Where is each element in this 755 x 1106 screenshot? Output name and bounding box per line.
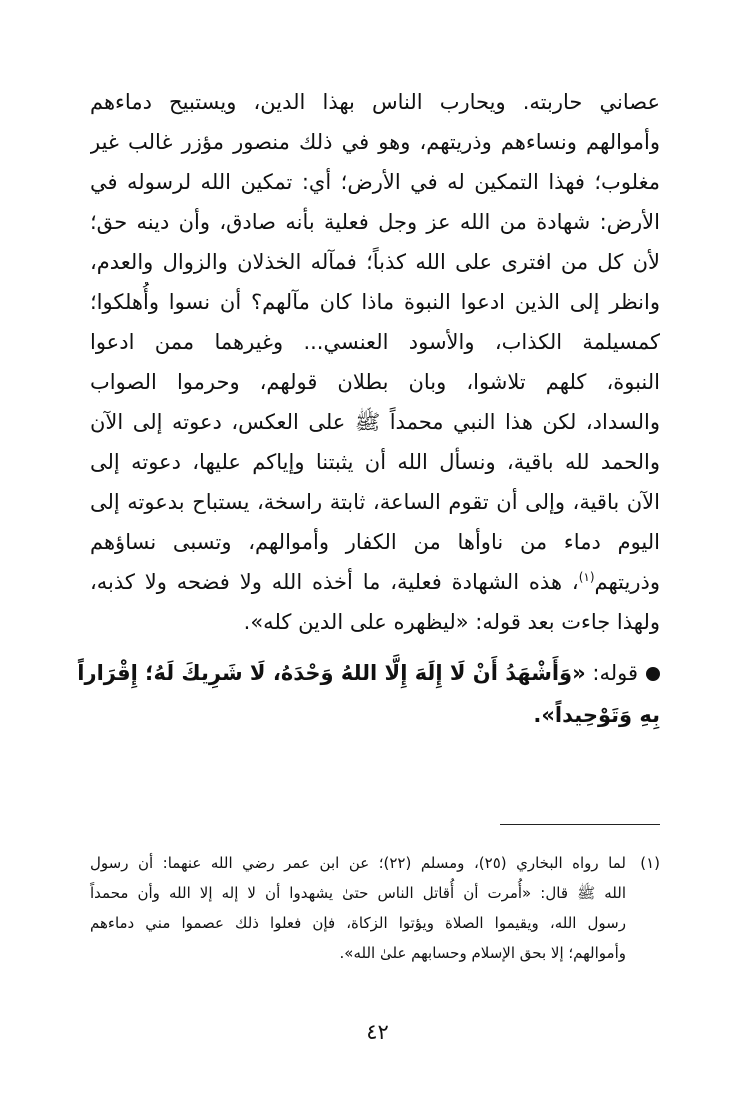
footnote-marker: (١) [640, 854, 660, 872]
text-line: وأموالهم ونساءهم وذريتهم، وهو في ذلك منصور مؤزر غالب غير [90, 130, 660, 154]
main-text [90, 82, 660, 642]
footnote-text: لما رواه البخاري (٢٥)، ومسلم (٢٢)؛ عن ابن عمر رضي الله عنهما: أن رسول [90, 854, 626, 872]
line-13-end: ، هذه الشهادة فعلية، ما أخذه الله ولا فضحه ولا كذبه، [90, 570, 579, 594]
footnote-line-4: وأموالهم؛ إلا بحق الإسلام وحسابهم علىٰ الله». [339, 944, 626, 962]
text-line: ولهذا جاءت بعد قوله: «ليظهره على الدين كله». [243, 610, 660, 634]
text-line: الآن باقية، وإلى أن تقوم الساعة، ثابتة راسخة، يستباح بدعوته إلى [90, 490, 660, 514]
footnote-line-1 [90, 848, 660, 878]
text-line: اليوم دماء من ناوأها من الكفار وأموالهم، وتسبى نساؤهم [90, 530, 660, 554]
text-line: لأن كل من افترى على الله كذباً؛ فمآله الخذلان والزوال والعدم، [90, 250, 660, 274]
text-line-with-footnote-ref [90, 562, 660, 602]
footnotes [90, 848, 660, 968]
quote-prefix: قوله: [592, 661, 638, 685]
text-line: وانظر إلى الذين ادعوا النبوة ماذا كان مآلهم؟ أن نسوا وأُهلكوا؛ [90, 290, 660, 314]
text-line: النبوة، كلهم تلاشوا، وبان بطلان قولهم، وحرموا الصواب [90, 370, 660, 394]
text-line: كمسيلمة الكذاب، والأسود العنسي... وغيرهما ممن ادعوا [90, 330, 660, 354]
footnote-line-2: الله ﷺ قال: «أُمرت أن أُقاتل الناس حتىٰ يشهدوا أن لا إله إلا الله وأن محمداً [90, 884, 626, 902]
footnote-divider [500, 824, 660, 825]
line-13-start: وذريتهم [594, 570, 660, 594]
quote-text: «وَأَشْهَدُ أَنْ لَا إِلَهَ إِلَّا اللهُ وَحْدَهُ، لَا شَرِيكَ لَهُ؛ إِقْرَاراً [77, 661, 586, 685]
quote-line-2: بِهِ وَتَوْحِيداً». [533, 703, 660, 727]
page-number: ٤٢ [366, 1020, 389, 1044]
quote-line-1 [77, 652, 660, 694]
quoted-passage [77, 652, 660, 736]
text-line: عصاني حاربته. ويحارب الناس بهذا الدين، ويستبيح دماءهم [90, 90, 660, 114]
text-line: والسداد، لكن هذا النبي محمداً ﷺ على العكس، دعوته إلى الآن [90, 410, 660, 434]
footnote-line-3: رسول الله، ويقيموا الصلاة ويؤتوا الزكاة، فإن فعلوا ذلك عصموا مني دماءهم [90, 914, 626, 932]
text-line: والحمد لله باقية، ونسأل الله أن يثبتنا وإياكم عليها، دعوته إلى [90, 450, 660, 474]
bullet-icon [646, 667, 660, 681]
text-line: مغلوب؛ فهذا التمكين له في الأرض؛ أي: تمكين الله لرسوله في [90, 170, 660, 194]
text-line: الأرض: شهادة من الله عز وجل فعلية بأنه صادق، وأن دينه حق؛ [90, 210, 660, 234]
footnote-reference[interactable]: (١) [578, 570, 595, 584]
